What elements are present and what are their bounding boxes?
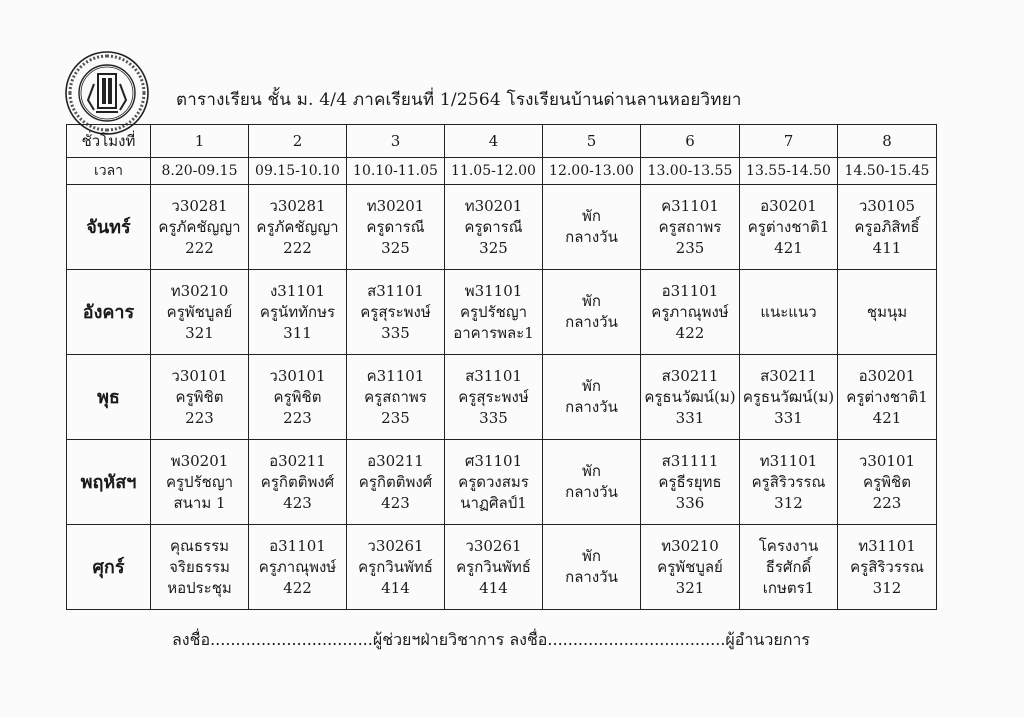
subject-code: ว30105 [858,196,916,215]
class-cell [445,270,543,355]
room-number: 222 [283,238,312,257]
class-cell [838,525,937,610]
subject-code: ว30261 [367,536,424,555]
subject-code: แนะแนว [760,302,817,321]
class-cell [151,525,249,610]
teacher-name: ครูดารณี [464,217,523,236]
subject-code: พัก [582,377,601,395]
time-slot: 14.50-15.45 [838,158,937,185]
class-cell [740,525,838,610]
room-number: 325 [381,238,410,257]
room-number: 421 [872,408,902,427]
teacher-name: ครูสถาพร [658,217,722,236]
room-number: สนาม 1 [173,493,226,512]
day-row [67,270,937,355]
class-cell [445,185,543,270]
teacher-name: ครูภาณุพงษ์ [258,557,337,576]
day-name: พฤหัสฯ [67,440,151,525]
subject-code: พ31101 [464,281,523,300]
room-number: 423 [381,493,410,512]
period-number: 3 [347,125,445,158]
teacher-name: ครูธนวัฒน์(ม) [644,387,736,406]
period-number: 4 [445,125,543,158]
teacher-name: ครูสุระพงษ์ [360,302,431,321]
subject-code: ท30210 [661,536,719,555]
room-number: เกษตร1 [762,578,815,597]
class-cell [445,355,543,440]
subject-code: อ31101 [661,281,719,300]
teacher-name: กลางวัน [565,313,618,331]
timetable [66,124,937,610]
day-name: จันทร์ [67,185,151,270]
page-title: ตารางเรียน ชั้น ม. 4/4 ภาคเรียนที่ 1/2564 โรงเรียนบ้านด่านลานหอยวิทยา [176,90,742,110]
class-cell [740,185,838,270]
room-number: 414 [479,578,508,597]
time-slot: 11.05-12.00 [445,158,543,185]
signature-footer: ลงชื่อ................................ผู้ช่วยฯฝ่ายวิชาการ ลงชื่อ...................................ผู้อำนวยการ [172,630,810,649]
teacher-name: กลางวัน [565,483,618,501]
subject-code: ส30211 [661,366,719,385]
subject-code: ง31101 [269,281,326,300]
room-number: 335 [479,408,508,427]
room-number: 335 [381,323,410,342]
period-number: 6 [641,125,740,158]
subject-code: พัก [582,547,601,565]
class-cell [249,270,347,355]
class-cell [543,355,641,440]
teacher-name: ครูดวงสมร [458,472,529,491]
subject-code: อ30211 [367,451,424,470]
day-row [67,525,937,610]
class-cell [543,270,641,355]
class-cell [740,270,838,355]
class-cell [151,355,249,440]
time-slot: 8.20-09.15 [151,158,249,185]
subject-code: ส31111 [661,451,719,470]
class-cell [543,440,641,525]
subject-code: ส31101 [465,366,522,385]
class-cell [151,270,249,355]
teacher-name: ครูอภิสิทธิ์ [854,217,920,236]
time-label: เวลา [67,158,151,185]
class-cell [740,440,838,525]
class-cell [347,185,445,270]
class-cell [641,355,740,440]
subject-code: คุณธรรม [169,536,230,555]
period-number: 5 [543,125,641,158]
subject-code: อ30201 [760,196,817,215]
room-number: 223 [185,408,214,427]
room-number: 414 [381,578,410,597]
teacher-name: ครูภัคชัญญา [158,217,241,236]
class-cell [151,440,249,525]
teacher-name: ครูสุระพงษ์ [458,387,529,406]
room-number: 423 [283,493,312,512]
teacher-name: ครูปรัชญา [165,472,234,491]
class-cell [347,270,445,355]
subject-code: ว30281 [269,196,326,215]
teacher-name: ครูพัชบูลย์ [657,557,723,576]
subject-code: อ30211 [269,451,326,470]
period-number: 7 [740,125,838,158]
room-number: 422 [675,323,705,342]
teacher-name: ครูปรัชญา [459,302,528,321]
class-cell [641,440,740,525]
teacher-name: ครูธนวัฒน์(ม) [742,387,835,406]
subject-code: ค31101 [661,196,719,215]
class-cell [249,185,347,270]
room-number: 422 [283,578,312,597]
time-slot: 12.00-13.00 [543,158,641,185]
day-name: พุธ [67,355,151,440]
day-row [67,440,937,525]
room-number: 321 [185,323,214,342]
room-number: อาคารพละ1 [453,323,534,342]
class-cell [838,440,937,525]
subject-code: ท31101 [759,451,818,470]
teacher-name: จริยธรรม [169,557,230,576]
room-number: 321 [675,578,705,597]
period-number: 1 [151,125,249,158]
subject-code: ท31101 [858,536,916,555]
teacher-name: ครูพัชบูลย์ [166,302,233,321]
period-header-row [67,125,937,158]
subject-code: ท30201 [366,196,425,215]
class-cell [740,355,838,440]
day-name: อังคาร [67,270,151,355]
teacher-name: กลางวัน [565,568,618,586]
class-cell [838,185,937,270]
teacher-name: ธีรศักดิ์ [765,557,812,576]
room-number: 312 [872,578,902,597]
subject-code: ว30261 [465,536,522,555]
teacher-name: ครูภาณุพงษ์ [651,302,729,321]
time-row [67,158,937,185]
class-cell [347,525,445,610]
period-number: 8 [838,125,937,158]
time-slot: 10.10-11.05 [347,158,445,185]
room-number: 336 [675,493,705,512]
class-cell [838,270,937,355]
teacher-name: ครูพิชิต [273,387,322,406]
teacher-name: ครูสิริวรรณ [850,557,924,576]
subject-code: ว30101 [171,366,228,385]
subject-code: ส30211 [760,366,817,385]
room-number: 235 [675,238,705,257]
teacher-name: ครูพิชิต [863,472,911,491]
day-name: ศุกร์ [67,525,151,610]
room-number: 331 [675,408,705,427]
class-cell [249,355,347,440]
room-number: 411 [872,238,902,257]
subject-code: ท30201 [464,196,523,215]
class-cell [347,355,445,440]
room-number: 222 [185,238,214,257]
teacher-name: ครูภัคชัญญา [256,217,339,236]
teacher-name: ครูดารณี [366,217,425,236]
class-cell [641,185,740,270]
room-number: 312 [774,493,803,512]
class-cell [249,440,347,525]
subject-code: ชุมนุม [866,302,908,321]
teacher-name: ครูกวินพัทธ์ [456,557,531,576]
room-number: 235 [381,408,410,427]
teacher-name: กลางวัน [565,228,618,246]
subject-code: พ30201 [170,451,229,470]
subject-code: อ31101 [269,536,326,555]
teacher-name: ครูกวินพัทธ์ [358,557,433,576]
room-number: 331 [774,408,803,427]
subject-code: ว30101 [269,366,326,385]
teacher-name: กลางวัน [565,398,618,416]
subject-code: อ30201 [858,366,916,385]
subject-code: พัก [582,462,601,480]
subject-code: ส31101 [367,281,424,300]
class-cell [445,525,543,610]
subject-code: ศ31101 [464,451,523,470]
class-cell [543,185,641,270]
subject-code: ค31101 [366,366,425,385]
teacher-name: ครูสถาพร [364,387,427,406]
subject-code: ว30101 [858,451,916,470]
teacher-name: ครูพิชิต [175,387,224,406]
teacher-name: ครูธีรยุทธ [658,472,722,491]
day-row [67,185,937,270]
subject-code: ว30281 [171,196,228,215]
time-slot: 09.15-10.10 [249,158,347,185]
time-slot: 13.00-13.55 [641,158,740,185]
class-cell [641,525,740,610]
teacher-name: ครูกิตติพงศ์ [260,472,335,491]
teacher-name: ครูต่างชาติ1 [846,387,928,406]
room-number: 223 [283,408,312,427]
subject-code: โครงงาน [758,536,819,555]
room-number: 421 [774,238,803,257]
period-number: 2 [249,125,347,158]
class-cell [838,355,937,440]
room-number: 223 [872,493,902,512]
class-cell [347,440,445,525]
teacher-name: ครูต่างชาติ1 [747,217,830,236]
teacher-name: ครูนัททักษร [259,302,336,321]
class-cell [543,525,641,610]
subject-code: พัก [582,292,601,310]
subject-code: พัก [582,207,601,225]
room-number: หอประชุม [167,578,232,597]
subject-code: ท30210 [170,281,229,300]
time-slot: 13.55-14.50 [740,158,838,185]
class-cell [249,525,347,610]
day-row [67,355,937,440]
class-cell [445,440,543,525]
teacher-name: ครูกิตติพงศ์ [358,472,433,491]
room-number: 325 [479,238,508,257]
period-label: ชั่วโมงที่ [67,125,151,158]
class-cell [641,270,740,355]
room-number: นาฏศิลป์1 [460,493,527,512]
room-number: 311 [283,323,312,342]
teacher-name: ครูสิริวรรณ [751,472,826,491]
class-cell [151,185,249,270]
